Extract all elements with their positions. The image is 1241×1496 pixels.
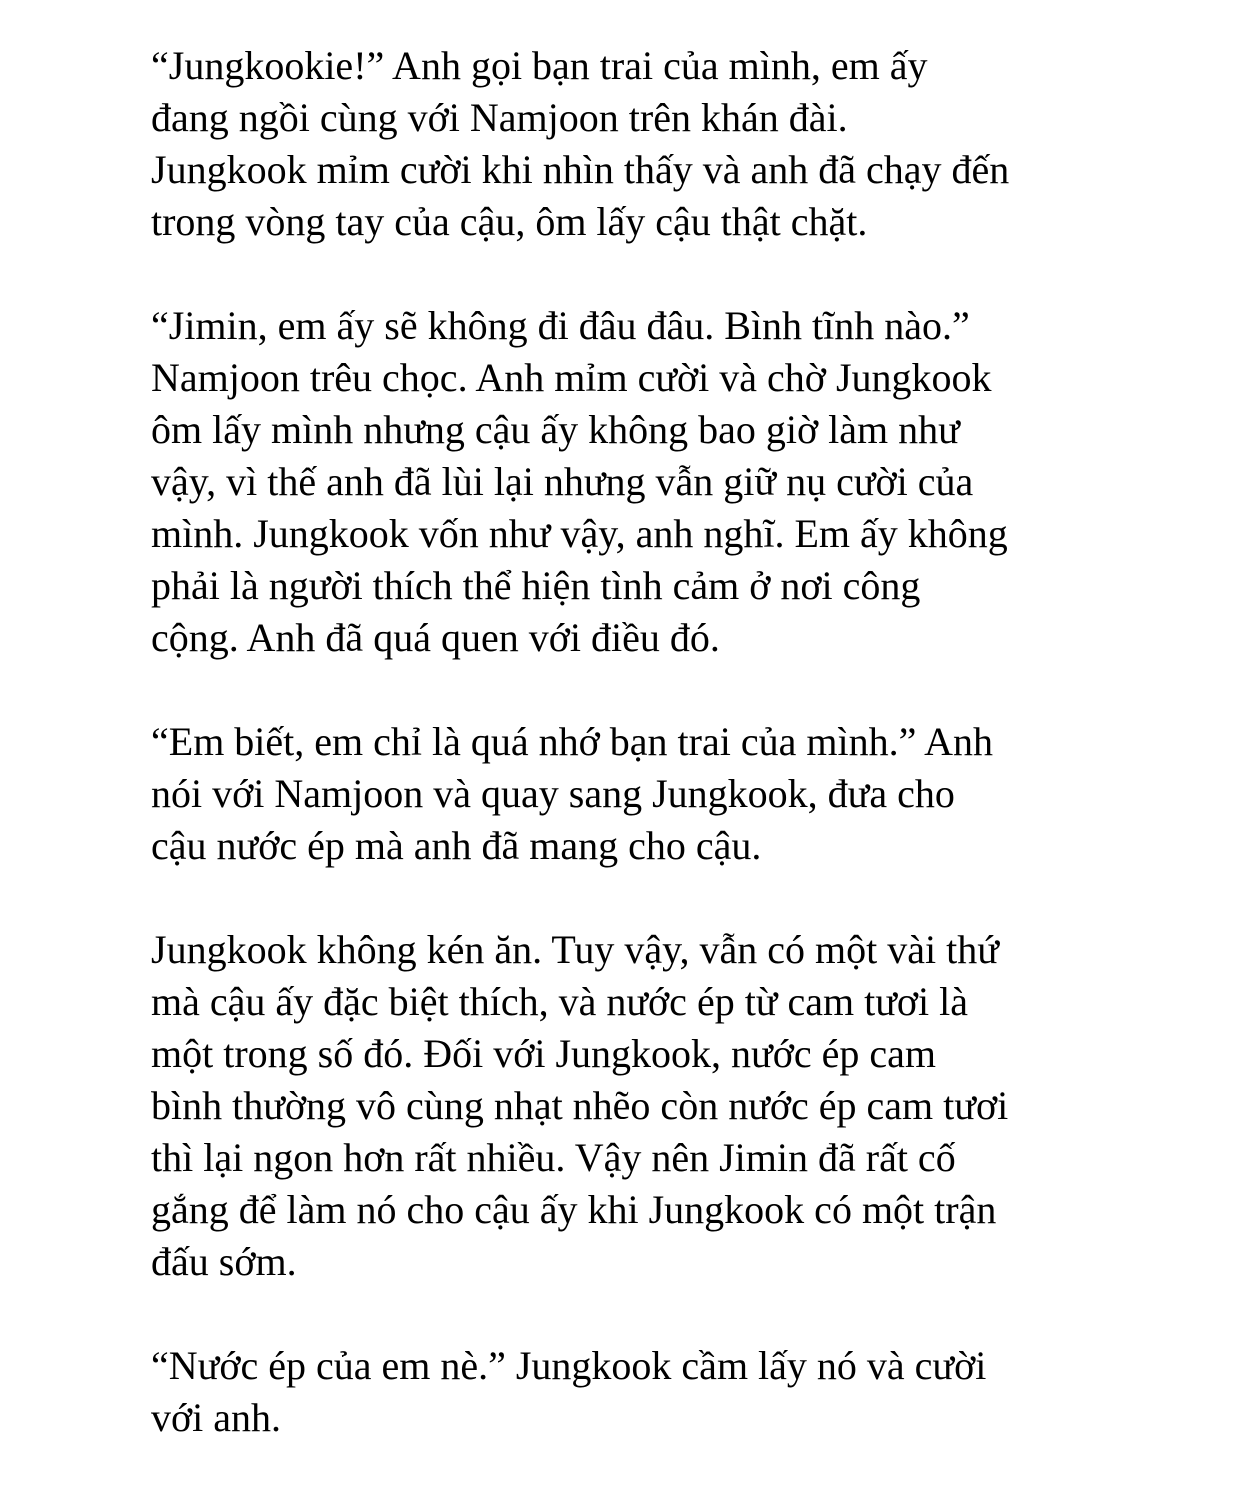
- paragraph-2: [151, 300, 1101, 664]
- paragraph-5: [151, 1340, 1101, 1444]
- text-line: “Nước ép của em nè.” Jungkook cầm lấy nó và cười: [151, 1343, 987, 1388]
- text-line: cậu nước ép mà anh đã mang cho cậu.: [151, 823, 762, 868]
- text-line: vậy, vì thế anh đã lùi lại nhưng vẫn giữ nụ cười của: [151, 459, 974, 504]
- text-line: “Em biết, em chỉ là quá nhớ bạn trai của mình.” Anh: [151, 719, 994, 764]
- text-line: “Jungkookie!” Anh gọi bạn trai của mình, em ấy: [151, 43, 928, 88]
- text-line: “Jimin, em ấy sẽ không đi đâu đâu. Bình tĩnh nào.”: [151, 303, 970, 348]
- paragraph-4: [151, 924, 1101, 1288]
- text-line: mình. Jungkook vốn như vậy, anh nghĩ. Em ấy không: [151, 511, 1008, 556]
- text-line: Namjoon trêu chọc. Anh mỉm cười và chờ Jungkook: [151, 355, 992, 400]
- text-line: trong vòng tay của cậu, ôm lấy cậu thật chặt.: [151, 199, 868, 244]
- text-line: ôm lấy mình nhưng cậu ấy không bao giờ làm như: [151, 407, 960, 452]
- text-line: đang ngồi cùng với Namjoon trên khán đài.: [151, 95, 848, 140]
- text-line: cộng. Anh đã quá quen với điều đó.: [151, 615, 720, 660]
- text-line: bình thường vô cùng nhạt nhẽo còn nước ép cam tươi: [151, 1083, 1009, 1128]
- paragraph-3: [151, 716, 1101, 872]
- text-line: nói với Namjoon và quay sang Jungkook, đưa cho: [151, 771, 955, 816]
- paragraph-1: [151, 40, 1101, 248]
- text-line: với anh.: [151, 1395, 282, 1440]
- text-line: mà cậu ấy đặc biệt thích, và nước ép từ cam tươi là: [151, 979, 969, 1024]
- text-line: Jungkook mỉm cười khi nhìn thấy và anh đã chạy đến: [151, 147, 1010, 192]
- text-line: thì lại ngon hơn rất nhiều. Vậy nên Jimin đã rất cố: [151, 1135, 956, 1180]
- text-line: Jungkook không kén ăn. Tuy vậy, vẫn có một vài thứ: [151, 927, 999, 972]
- text-line: gắng để làm nó cho cậu ấy khi Jungkook có một trận: [151, 1187, 997, 1232]
- document-text: [151, 40, 1101, 1496]
- text-line: phải là người thích thể hiện tình cảm ở nơi công: [151, 563, 921, 608]
- text-line: một trong số đó. Đối với Jungkook, nước ép cam: [151, 1031, 937, 1076]
- text-line: đấu sớm.: [151, 1239, 297, 1284]
